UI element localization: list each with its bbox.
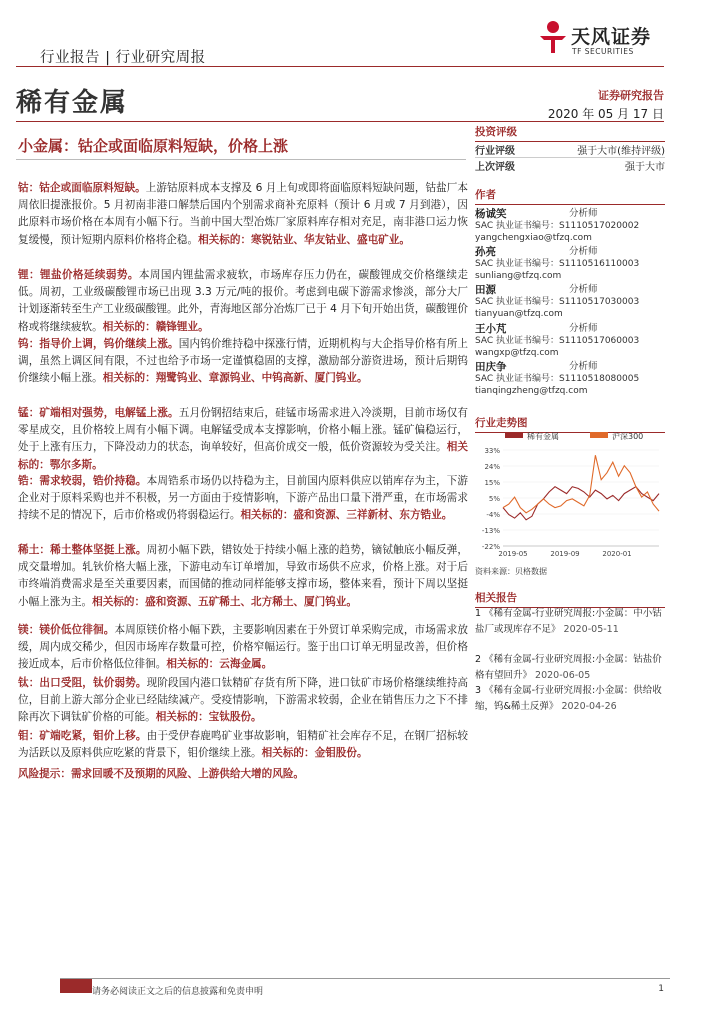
y-tick-label: 15%	[484, 479, 500, 487]
author-card: 田庆争 分析师 SAC 执业证书编号：S1110518080005 tianqingzheng@tfzq.com	[475, 361, 665, 397]
company-logo	[538, 16, 663, 64]
page-number: 1	[658, 984, 664, 994]
report-date: 2020 年 05 月 17 日	[547, 107, 664, 121]
section-lithium: 锂：锂盐价格延续弱势。本周国内锂盐需求疲软，市场库存压力仍在，碳酸锂成交价格继续走低。周初，工业级碳酸锂市场已出现 3.3 万元/吨的报价。考虑到电碳下游需求惨淡，部分大厂计划逐渐转至生产工业级碳酸锂。此外，青海地区部分冶炼厂已于 4 月下旬开始出货，碳酸锂价格或将继续疲软。相关标的：赣锋锂业。	[18, 269, 469, 333]
legend-swatch	[505, 432, 523, 438]
y-tick-label: 33%	[484, 447, 500, 455]
author-card: 王小芃 分析师 SAC 执业证书编号：S1110517060003 wangxp@tfzq.com	[475, 323, 665, 359]
report-category: 行业报告 | 行业研究周报	[40, 50, 206, 66]
x-tick-label: 2019-05	[498, 550, 528, 558]
authors-heading: 作者	[475, 187, 665, 205]
section-tungsten: 钨：指导价上调，钨价继续上涨。国内钨价维持稳中探涨行情，近期机构与大企指导价格有所上调，虽然上调区间有限，不过也给予市场一定谨慎稳固的支撑，激励部分游资进场，预计后期钨价继续小幅上涨。相关标的：翔鹭钨业、章源钨业、中钨高新、厦门钨业。	[18, 338, 469, 385]
related-report-item[interactable]: 1 《稀有金属-行业研究周报:小金属：中小钴盐厂或现库存不足》 2020-05-11	[475, 608, 662, 635]
y-tick-label: -4%	[486, 511, 500, 519]
legend-label: 沪深300	[612, 432, 644, 441]
headline: 小金属：钴企或面临原料短缺，价格上涨	[18, 137, 289, 155]
section-risk: 风险提示：需求回暖不及预期的风险、上游供给大增的风险。	[18, 768, 305, 780]
legend-label: 稀有金属	[527, 432, 559, 441]
author-card: 杨诚笑 分析师 SAC 执业证书编号：S1110517020002 yangchengxiao@tfzq.com	[475, 208, 665, 244]
related-report-item[interactable]: 3 《稀有金属-行业研究周报:小金属：供给收缩，钨&稀土反弹》 2020-04-26	[475, 685, 662, 712]
report-type: 证券研究报告	[598, 89, 664, 102]
footer-rule	[60, 978, 670, 979]
related-report-item[interactable]: 2 《稀有金属-行业研究周报:小金属：钴盐价格有望回升》 2020-06-05	[475, 654, 662, 681]
series-line	[503, 455, 659, 513]
author-email-link[interactable]: tianqingzheng@tfzq.com	[475, 386, 588, 396]
author-email-link[interactable]: tianyuan@tfzq.com	[475, 309, 563, 319]
rating-row: 上次评级 强于大市	[475, 162, 665, 173]
author-email-link[interactable]: wangxp@tfzq.com	[475, 348, 559, 358]
y-tick-label: 24%	[484, 463, 500, 471]
section-zirconium: 锆：需求较弱，锆价持稳。本周锆系市场仍以持稳为主，目前国内原料供应以销库存为主，下游企业对于原料采购也并不积极，另一方面由于疫情影响，下游产品出口量下滑严重，在市场需求持续不足的情况下，后市价格或仍将弱稳运行。相关标的：盛和资源、三祥新材、东方锆业。	[18, 475, 468, 522]
section-rare-earth: 稀土：稀土整体坚挺上涨。周初小幅下跌，镨钕处于持续小幅上涨的趋势，镝铽触底小幅反弹，成交量增加。轧钬价格大幅上涨，下游电动车订单增加，导致市场供不应求，价格上涨。对于后市终端消费需求是至关重要因素，而国储的推动同样能够支撑市场，整体来看，预计下周以坚挺小幅上涨为主。相关标的：盛和资源、五矿稀土、北方稀土、厦门钨业。	[18, 544, 468, 608]
section-manganese: 锰：矿端相对强势，电解锰上涨。五月份钢招结束后，硅锰市场需求进入冷淡期，目前市场仅有零星成交，且价格较上周有小幅下调。电解锰受成本支撑影响，价格小幅上涨。锰矿偏稳运行，处于上涨有压力，下降没动力的状态，询单较好，但高价成交一般，低价资源较为受关注。相关标的：鄂尔多斯。	[18, 407, 469, 471]
author-email-link[interactable]: yangchengxiao@tfzq.com	[475, 233, 592, 243]
section-molybdenum: 钼：矿端吃紧，钼价上移。由于受伊春鹿鸣矿业事故影响，钼精矿社会库存不足，在钢厂招标较为活跃以及原料供应吃紧的背景下，钼价继续上涨。相关标的：金钼股份。	[18, 730, 468, 760]
rating-heading: 投资评级	[475, 124, 665, 142]
headline-rule	[16, 159, 466, 160]
chart-source: 资料来源：贝格数据	[475, 567, 547, 576]
legend-swatch	[590, 432, 608, 438]
section-titanium: 钛：出口受阻，钛价弱势。现阶段国内港口钛精矿存货有所下降，进口钛矿市场价格继续维持高位，目前上游大部分企业已经陆续减产。受疫情影响，下游需求较弱，企业在销售压力之下不排除再次下调钛矿价格的可能。相关标的：宝钛股份。	[18, 677, 468, 724]
y-tick-label: 5%	[488, 495, 500, 503]
logo-text-cn: 天风证券	[571, 26, 652, 48]
author-card: 田源 分析师 SAC 执业证书编号：S1110517030003 tianyuan@tfzq.com	[475, 284, 665, 320]
y-tick-label: -13%	[481, 527, 500, 535]
title-rule	[16, 121, 664, 122]
footer-disclaimer: 请务必阅读正文之后的信息披露和免责申明	[92, 987, 264, 997]
footer-accent-bar	[60, 979, 92, 993]
sector-title: 稀有金属	[16, 88, 129, 118]
trend-heading: 行业走势图	[475, 415, 665, 433]
logo-text-en: TF SECURITIES	[572, 47, 634, 56]
logo-mark-icon	[538, 20, 568, 54]
rating-row: 行业评级 强于大市(维持评级)	[475, 146, 665, 157]
series-line	[503, 487, 659, 520]
trend-chart	[475, 428, 665, 568]
y-tick-label: -22%	[481, 543, 500, 551]
x-tick-label: 2020-01	[602, 550, 632, 558]
author-email-link[interactable]: sunliang@tfzq.com	[475, 271, 562, 281]
section-magnesium: 镁：镁价低位徘徊。本周原镁价格小幅下跌，主要影响因素在于外贸订单采购完成，市场需求放缓，周内成交稀少，但因市场库存数量可控，价格窄幅运行。鉴于出口订单无明显改善，但价格接近成本，后市价格低位徘徊。相关标的：云海金属。	[18, 624, 469, 671]
related-heading: 相关报告	[475, 590, 665, 608]
author-card: 孙亮 分析师 SAC 执业证书编号：S1110516110003 sunliang@tfzq.com	[475, 246, 665, 282]
x-tick-label: 2019-09	[550, 550, 580, 558]
header-rule	[16, 66, 664, 67]
section-cobalt: 钴：钴企或面临原料短缺。上游钴原料成本支撑及 6 月上旬或即将面临原料短缺问题，钴盐厂本周依旧提涨报价。5 月初南非港口解禁后国内个别需求商补充原料（预计 6 月或 7 月到港），因此原料市场价格在本周有小幅下行。当前中国大型冶炼厂家原料库存相对充足，南非港口运力恢复缓慢，预计短期内原料价格将企稳。相关标的：寒锐钴业、华友钴业、盛屯矿业。	[18, 182, 468, 246]
